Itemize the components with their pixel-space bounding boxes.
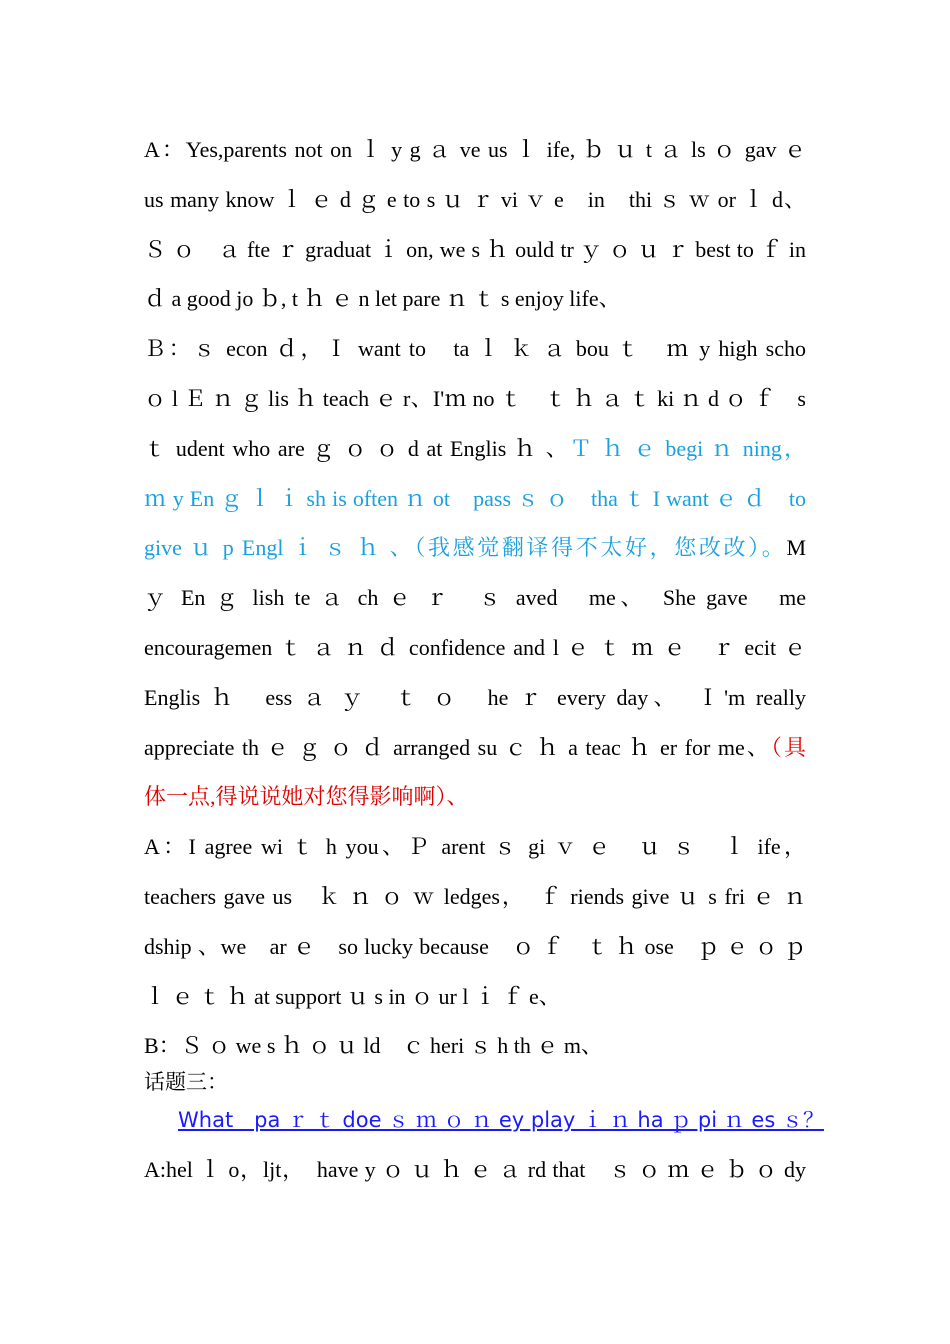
line-text: Englis ｈ ess ａ ｙ ｔ ｏ he ｒ every day、 Ｉ'm really (144, 684, 806, 710)
line-text: dship 、we ar ｅ so lucky because ｏ ｆ ｔ ｈ ose ｐ ｅ ｏ ｐ (144, 933, 806, 959)
dialogue-line (144, 734, 806, 762)
dialogue-line: A:hel ｌ o，ljt， have y ｏ ｕ ｈ ｅ ａ rd that ｓ ｏ ｍ ｅ ｂ ｏ dy (144, 1157, 806, 1182)
topic-title-link[interactable]: What pa ｒ ｔ doe ｓ ｍ ｏ ｎ ey play ｉ ｎ ha ｐ pi ｎ es ｓ？ (178, 1108, 824, 1132)
topic-heading: 话题三： (144, 1070, 228, 1094)
highlighted-text: Ｔ ｈ ｅ begi ｎ ning， (569, 435, 806, 461)
dialogue-line (144, 684, 806, 712)
dialogue-line (144, 285, 806, 313)
dialogue-line (144, 335, 806, 363)
line-text: Ｂ：ｓ econ ｄ，Ｉ want to ta ｌ ｋ ａ bou ｔ ｍ y high scho (144, 336, 806, 362)
dialogue-line (144, 485, 806, 513)
dialogue-line (144, 186, 806, 214)
dialogue-line (144, 136, 806, 164)
dialogue-line (144, 435, 806, 463)
dialogue-line (144, 584, 806, 612)
dialogue-line (144, 833, 806, 861)
dialogue-line (144, 983, 806, 1011)
dialogue-line (144, 634, 806, 662)
line-text: us many know ｌ ｅ d ｇ e to s ｕ ｒ vi ｖ e in thi ｓ ｗ or ｌ d、 (144, 186, 806, 212)
line-text: ｄ a good jo ｂ, t ｈ ｅ n let pare ｎ ｔ s enjoy life、 (144, 286, 621, 312)
line-text: ｌ ｅ ｔ ｈ at support ｕ s in ｏ ur l ｉ ｆ e、 (144, 983, 561, 1009)
dialogue-line (144, 883, 806, 911)
line-text: teachers gave us ｋ ｎ ｏ ｗ ledges， ｆ riends give ｕ s fri ｅ ｎ (144, 884, 806, 909)
dialogue-line (144, 236, 806, 264)
comment-text: 体一点,得说说她对您得影响啊）、 (144, 784, 469, 810)
line-text: encouragemen ｔ ａ ｎ ｄ confidence and l ｅ ｔ ｍ ｅ ｒ ecit ｅ (144, 635, 806, 660)
comment-text: （具 (770, 734, 806, 760)
line-text: ｏ l Ｅ ｎ ｇ lis ｈ teach ｅ r、I'ｍ no ｔ ｔ ｈ ａ ｔ ki ｎ d ｏ ｆ s (144, 386, 806, 411)
line-text: appreciate th ｅ ｇ ｏ ｄ arranged su ｃ ｈ a teac ｈ er for me、 (144, 734, 771, 760)
dialogue-line (144, 385, 806, 413)
line-text: B：Ｓ ｏ we s ｈ ｏ ｕ ld ｃ heri ｓ h th ｅ m、 (144, 1033, 603, 1059)
line-text: A：Yes,parents not on ｌ y g ａ ve us ｌ ife, ｂ ｕ t ａ ls ｏ gav ｅ (144, 137, 806, 162)
dialogue-line (144, 933, 806, 961)
dialogue-line (144, 783, 806, 811)
line-text: A：I agree wi ｔ h you、Ｐ arent ｓ gi ｖ ｅ ｕ ｓ ｌ ife， (144, 834, 806, 860)
highlighted-text: give ｕ p Engl ｉ ｓ ｈ 、（我感觉翻译得不太好，您改改）。 (144, 535, 787, 561)
highlighted-text: ｍ y En ｇ ｌ ｉ sh is often ｎ ot pass ｓ ｏ tha ｔ I want ｅ ｄ to (144, 485, 806, 511)
line-text: ｔ udent who are ｇ ｏ ｏ d at Englis ｈ 、 (144, 435, 570, 461)
dialogue-line (144, 534, 806, 562)
line-text: M (786, 535, 806, 561)
dialogue-line (144, 1032, 806, 1060)
line-text: ｙ En ｇ lish te ａ ch ｅ ｒ ｓ aved me、 She gave me (144, 585, 806, 611)
line-text: Ｓ ｏ ａ fte ｒ graduat ｉ on, we s ｈ ould tr ｙ ｏ ｕ ｒ best to ｆ in (144, 236, 806, 262)
